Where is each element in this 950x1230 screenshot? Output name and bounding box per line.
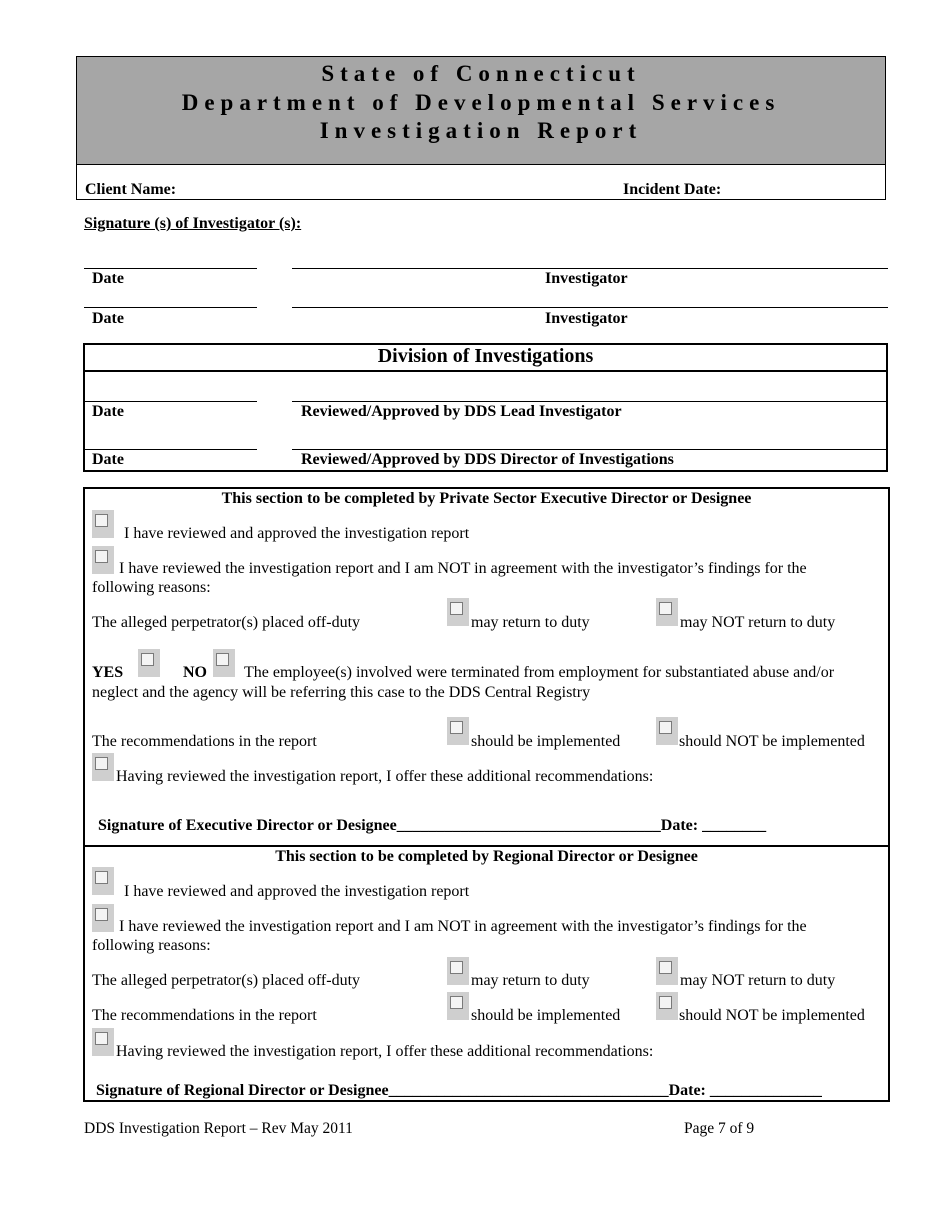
exec-not-agree-text: I have reviewed the investigation report and I am NOT in agreement with the investigator’s findings for the	[119, 560, 807, 577]
regional-date-label: Date:	[668, 1082, 706, 1099]
header-title-band	[77, 57, 885, 165]
regional-signature-row	[96, 1082, 822, 1100]
regional-not-agree-text-cont: following reasons:	[92, 937, 211, 954]
regional-offduty-label: The alleged perpetrator(s) placed off-duty	[92, 972, 361, 989]
division-title-divider	[84, 370, 887, 372]
regional-approved-checkbox[interactable]	[92, 867, 114, 895]
exec-no-checkbox[interactable]	[213, 649, 235, 677]
exec-additional-checkbox[interactable]	[92, 753, 114, 781]
header-report-title: Investigation Report	[319, 118, 643, 143]
regional-not-agree-text: I have reviewed the investigation report and I am NOT in agreement with the investigator’s findings for the	[119, 918, 807, 935]
investigator-label: Investigator	[545, 270, 628, 287]
regional-may-not-return-checkbox[interactable]	[656, 957, 678, 985]
regional-should-not-implement-text: should NOT be implemented	[679, 1007, 865, 1024]
exec-recommendations-label: The recommendations in the report	[92, 733, 317, 750]
regional-signature-blank[interactable]: ___________________________________	[388, 1082, 669, 1099]
exec-should-implement-checkbox[interactable]	[447, 717, 469, 745]
exec-no-label: NO	[183, 664, 207, 681]
section-divider	[84, 845, 889, 847]
exec-offduty-label: The alleged perpetrator(s) placed off-duty	[92, 614, 361, 631]
signature-line	[292, 268, 888, 269]
footer-page-number: Page 7 of 9	[684, 1120, 755, 1137]
report-header	[76, 56, 886, 200]
exec-not-agree-checkbox[interactable]	[92, 546, 114, 574]
regional-not-agree-checkbox[interactable]	[92, 904, 114, 932]
signature-line	[292, 307, 888, 308]
incident-date-label: Incident Date:	[623, 181, 722, 198]
division-date-line	[84, 401, 257, 402]
regional-may-return-text: may return to duty	[471, 972, 590, 989]
regional-may-not-return-text: may NOT return to duty	[680, 972, 836, 989]
division-date-label: Date	[92, 403, 124, 420]
exec-signature-blank[interactable]: _________________________________	[396, 817, 661, 834]
exec-terminated-text-cont: neglect and the agency will be referring this case to the DDS Central Registry	[92, 684, 591, 701]
exec-signature-label: Signature of Executive Director or Designee	[98, 817, 397, 834]
exec-date-label: Date:	[660, 817, 699, 834]
footer-revision: DDS Investigation Report – Rev May 2011	[84, 1120, 353, 1137]
header-state: State of Connecticut	[321, 61, 641, 86]
regional-approved-text: I have reviewed and approved the investigation report	[124, 883, 470, 900]
regional-may-return-checkbox[interactable]	[447, 957, 469, 985]
regional-additional-checkbox[interactable]	[92, 1028, 114, 1056]
signature-date-label: Date	[92, 270, 124, 287]
lead-investigator-label: Reviewed/Approved by DDS Lead Investigator	[301, 403, 622, 420]
exec-may-not-return-checkbox[interactable]	[656, 598, 678, 626]
signature-date-label: Date	[92, 310, 124, 327]
exec-not-agree-text-cont: following reasons:	[92, 579, 211, 596]
division-signature-line	[292, 449, 887, 450]
regional-date-blank[interactable]: ______________	[709, 1082, 822, 1099]
signature-date-line	[84, 268, 257, 269]
division-title: Division of Investigations	[377, 345, 594, 367]
director-label: Reviewed/Approved by DDS Director of Investigations	[301, 451, 674, 468]
division-date-label: Date	[92, 451, 124, 468]
signature-date-line	[84, 307, 257, 308]
regional-should-not-implement-checkbox[interactable]	[656, 992, 678, 1020]
investigator-label: Investigator	[545, 310, 628, 327]
exec-should-not-implement-checkbox[interactable]	[656, 717, 678, 745]
exec-terminated-text: The employee(s) involved were terminated from employment for substantiated abuse and/or	[244, 664, 835, 681]
client-name-label: Client Name:	[85, 181, 177, 198]
exec-should-not-implement-text: should NOT be implemented	[679, 733, 865, 750]
exec-may-not-return-text: may NOT return to duty	[680, 614, 836, 631]
exec-may-return-text: may return to duty	[471, 614, 590, 631]
exec-yes-label: YES	[92, 664, 124, 681]
regional-signature-label: Signature of Regional Director or Designee	[96, 1082, 389, 1099]
regional-section-title: This section to be completed by Regional Director or Designee	[275, 848, 698, 865]
exec-signature-row	[98, 817, 766, 835]
regional-should-implement-checkbox[interactable]	[447, 992, 469, 1020]
exec-additional-text: Having reviewed the investigation report, I offer these additional recommendations:	[116, 768, 654, 785]
exec-should-implement-text: should be implemented	[471, 733, 621, 750]
regional-additional-text: Having reviewed the investigation report, I offer these additional recommendations:	[116, 1043, 654, 1060]
exec-yes-checkbox[interactable]	[138, 649, 160, 677]
exec-may-return-checkbox[interactable]	[447, 598, 469, 626]
exec-approved-text: I have reviewed and approved the investigation report	[124, 525, 470, 542]
exec-section-title: This section to be completed by Private Sector Executive Director or Designee	[221, 490, 752, 507]
division-date-line	[84, 449, 257, 450]
division-signature-line	[292, 401, 887, 402]
header-department: Department of Developmental Services	[181, 89, 781, 115]
investigator-signature-heading: Signature (s) of Investigator (s):	[84, 215, 302, 232]
exec-date-blank[interactable]: ________	[702, 817, 767, 834]
regional-should-implement-text: should be implemented	[471, 1007, 621, 1024]
regional-recommendations-label: The recommendations in the report	[92, 1007, 317, 1024]
exec-approved-checkbox[interactable]	[92, 510, 114, 538]
